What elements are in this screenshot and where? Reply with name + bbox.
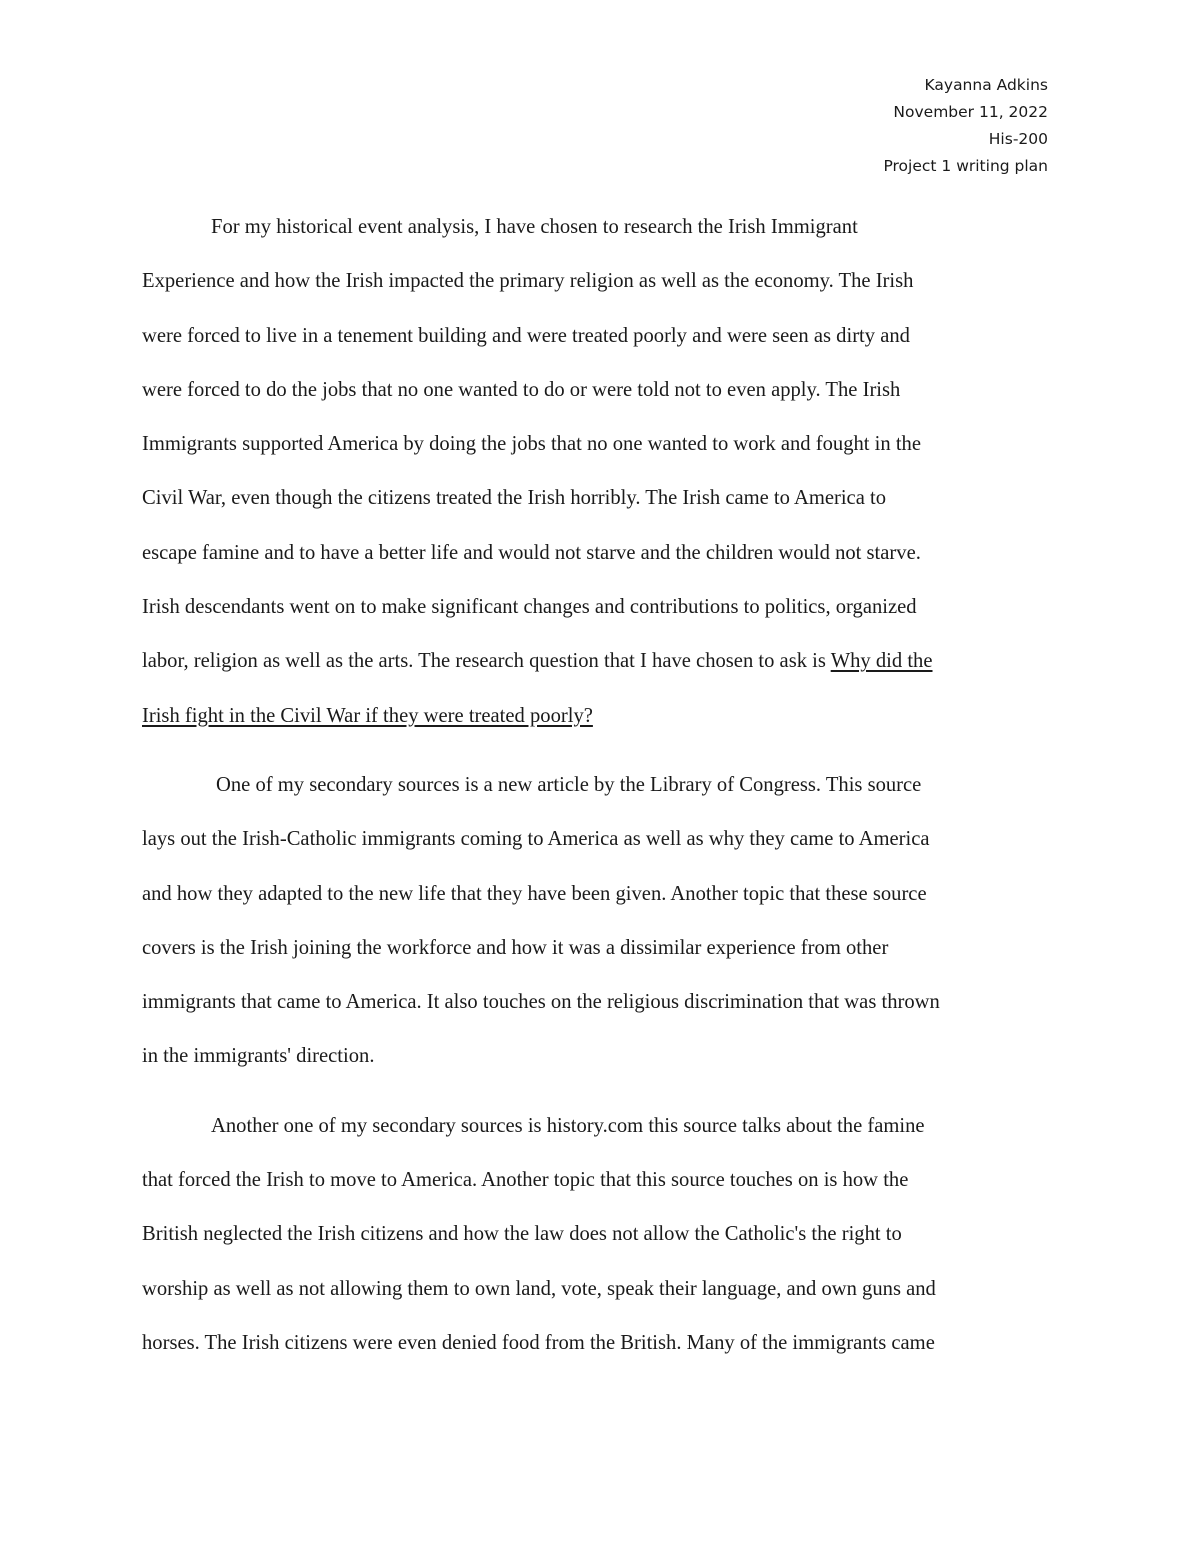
paragraph-line: Civil War, even though the citizens treated the Irish horribly. The Irish came to America to <box>142 487 887 510</box>
course-code: His-200 <box>988 130 1048 148</box>
paragraph-line: Immigrants supported America by doing the jobs that no one wanted to work and fought in the <box>142 433 921 456</box>
paragraph-line: and how they adapted to the new life that they have been given. Another topic that these source <box>142 882 927 905</box>
author-name: Kayanna Adkins <box>924 76 1048 94</box>
paragraph-text: labor, religion as well as the arts. The research question that I have chosen to ask is <box>142 650 831 673</box>
paragraph-line: in the immigrants' direction. <box>142 1045 375 1068</box>
document-date: November 11, 2022 <box>893 103 1048 121</box>
paragraph-1 <box>142 200 1054 743</box>
paragraph-line: horses. The Irish citizens were even denied food from the British. Many of the immigrants came <box>142 1331 935 1354</box>
assignment-title: Project 1 writing plan <box>883 157 1048 175</box>
research-question-part-2: Irish fight in the Civil War if they were treated poorly? <box>142 704 593 727</box>
paragraph-line: were forced to live in a tenement building and were treated poorly and were seen as dirty and <box>142 324 910 347</box>
paragraph-line-research-question-end <box>142 689 1054 743</box>
paragraph-line: covers is the Irish joining the workforce and how it was a dissimilar experience from other <box>142 936 889 959</box>
paragraph-line: Experience and how the Irish impacted the primary religion as well as the economy. The Irish <box>142 270 914 293</box>
research-question-part-1: Why did the <box>830 650 933 673</box>
paragraph-3 <box>142 1099 1054 1370</box>
document-body <box>142 200 1054 1385</box>
document-header <box>883 72 1048 180</box>
paragraph-line: lays out the Irish-Catholic immigrants coming to America as well as why they came to America <box>142 828 930 851</box>
paragraph-line: that forced the Irish to move to America. Another topic that this source touches on is how the <box>142 1169 909 1192</box>
paragraph-line-research-question-start <box>142 634 1054 688</box>
paragraph-line: Another one of my secondary sources is history.com this source talks about the famine <box>211 1114 925 1137</box>
paragraph-line: were forced to do the jobs that no one wanted to do or were told not to even apply. The Irish <box>142 378 901 401</box>
paragraph-line: immigrants that came to America. It also touches on the religious discrimination that was thrown <box>142 991 940 1014</box>
paragraph-line: Irish descendants went on to make significant changes and contributions to politics, organized <box>142 596 917 619</box>
paragraph-line: escape famine and to have a better life and would not starve and the children would not starve. <box>142 541 921 564</box>
paragraph-line: One of my secondary sources is a new article by the Library of Congress. This source <box>216 773 922 796</box>
paragraph-line: British neglected the Irish citizens and how the law does not allow the Catholic's the right to <box>142 1223 902 1246</box>
paragraph-2 <box>142 758 1054 1084</box>
paragraph-line: worship as well as not allowing them to own land, vote, speak their language, and own guns and <box>142 1277 936 1300</box>
paragraph-line: For my historical event analysis, I have chosen to research the Irish Immigrant <box>211 216 858 238</box>
